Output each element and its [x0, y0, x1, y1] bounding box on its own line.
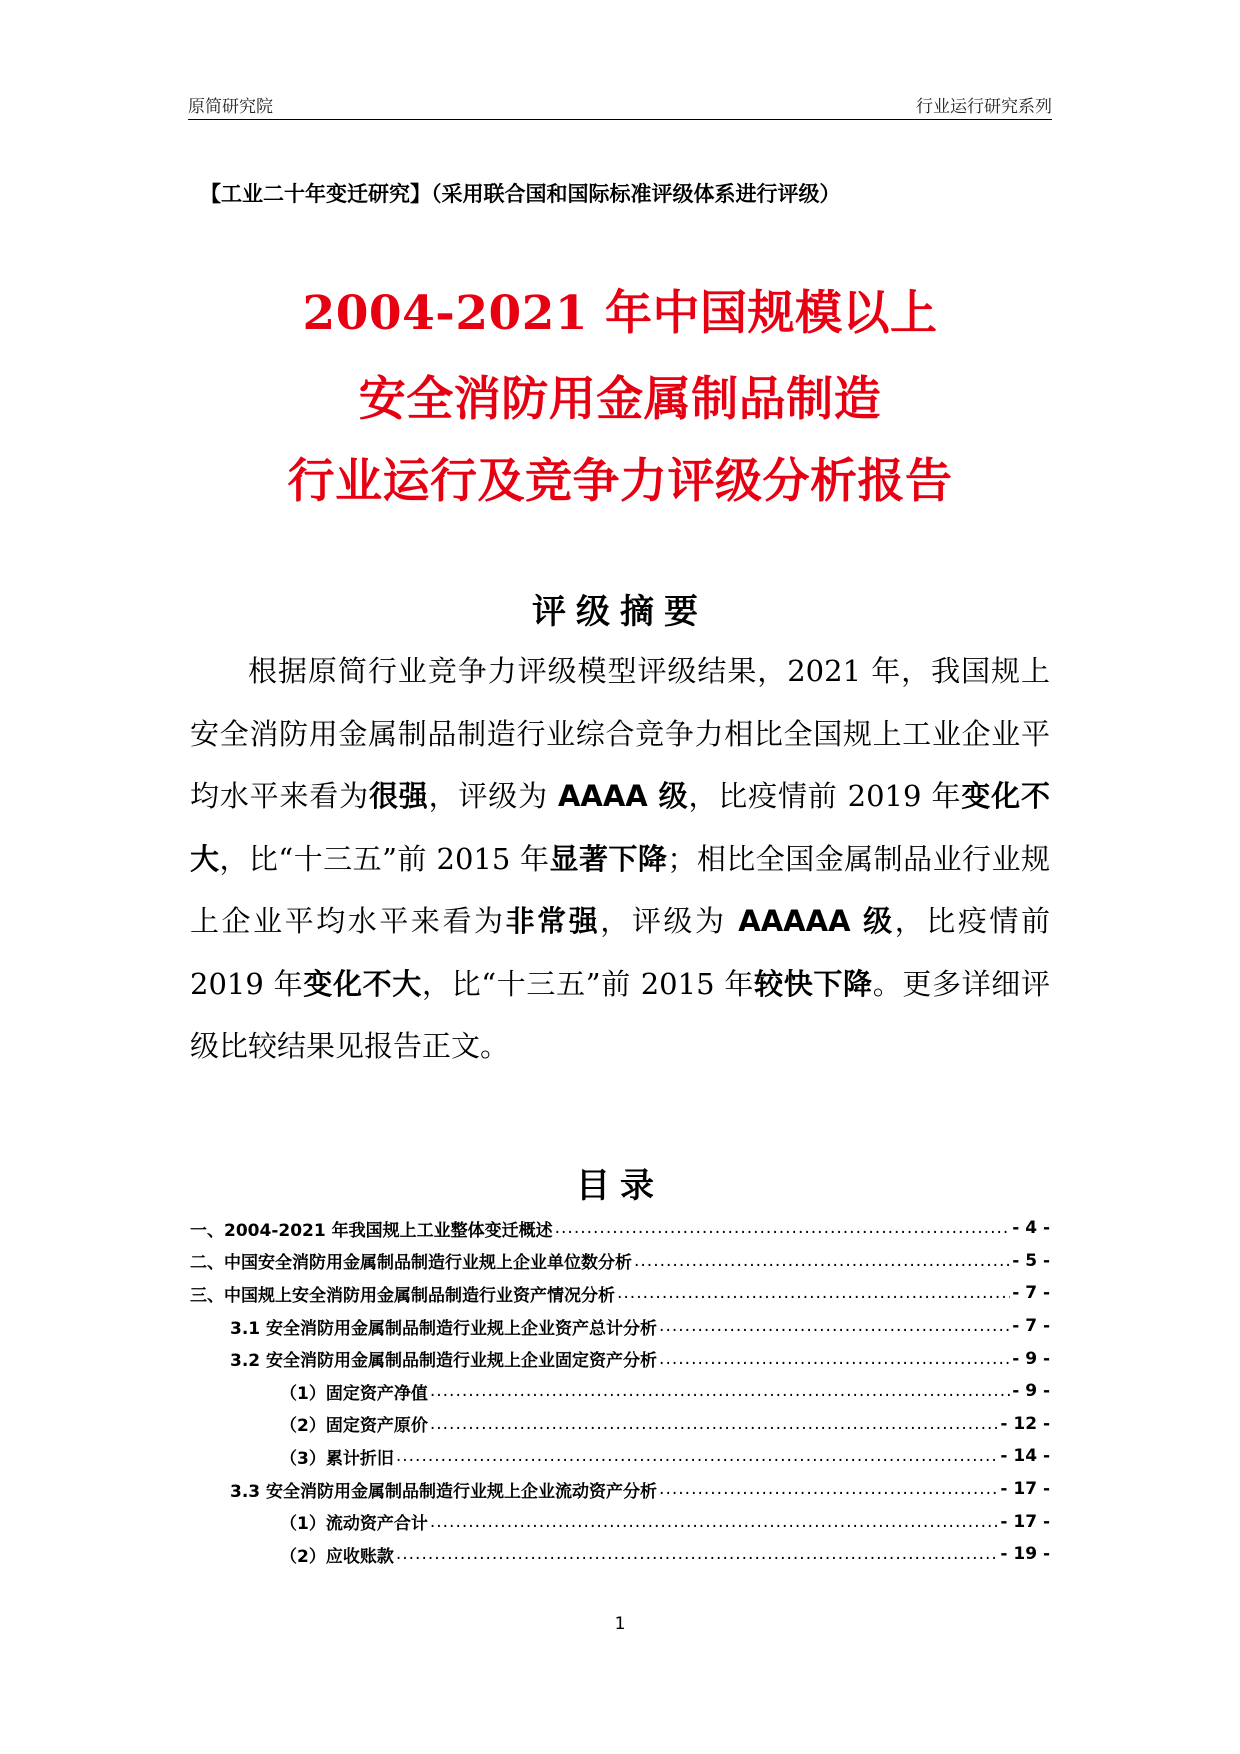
- abstract-emphasis: 较快下降: [754, 966, 873, 1001]
- toc-entry-page: - 9 -: [1012, 1381, 1050, 1402]
- report-title-line-2: 安全消防用金属制品制造: [358, 372, 882, 427]
- toc-entry-page: - 4 -: [1012, 1218, 1050, 1239]
- abstract-text: ，比疫情前 2019 年: [688, 779, 962, 813]
- abstract-text: ，评级为: [600, 904, 739, 938]
- toc-entry[interactable]: [190, 1245, 1050, 1278]
- toc-entry-label: 一、2004-2021 年我国规上工业整体变迁概述: [190, 1220, 553, 1241]
- toc-dot-leader: [659, 1479, 998, 1499]
- abstract-text: ，比“十三五”前 2015 年: [219, 841, 550, 876]
- abstract-text: ，比“十三五”前 2015 年: [421, 966, 755, 1001]
- toc-entry-label: 二、中国安全消防用金属制品制造行业规上企业单位数分析: [190, 1253, 632, 1274]
- toc-entry[interactable]: [190, 1310, 1050, 1343]
- toc-dot-leader: [430, 1512, 999, 1532]
- abstract-emphasis: 非常强: [505, 904, 601, 938]
- table-of-contents: [190, 1212, 1050, 1571]
- abstract-heading: 评级摘要: [532, 592, 708, 632]
- abstract-text: ，评级为: [428, 779, 558, 813]
- toc-dot-leader: [430, 1381, 1010, 1401]
- toc-entry-page: - 17 -: [1000, 1511, 1050, 1532]
- series-line: 【工业二十年变迁研究】（采用联合国和国际标准评级体系进行评级）: [200, 182, 841, 206]
- toc-entry[interactable]: [190, 1342, 1050, 1375]
- toc-entry[interactable]: [190, 1440, 1050, 1473]
- toc-entry[interactable]: [190, 1538, 1050, 1571]
- toc-entry-label: 3.2 安全消防用金属制品制造行业规上企业固定资产分析: [230, 1351, 658, 1372]
- header-divider: [188, 119, 1052, 120]
- header-org-name: 原简研究院: [188, 97, 273, 117]
- header-series-name: 行业运行研究系列: [916, 97, 1052, 117]
- toc-entry[interactable]: [190, 1375, 1050, 1408]
- toc-dot-leader: [555, 1218, 1011, 1238]
- toc-entry-label: 3.3 安全消防用金属制品制造行业规上企业流动资产分析: [230, 1481, 658, 1502]
- abstract-emphasis: 显著下降: [549, 841, 668, 876]
- report-title-line-1: 2004-2021 年中国规模以上: [302, 286, 938, 341]
- abstract-text: 。更多详细评级比较结果见报告正文。: [190, 966, 1050, 1063]
- toc-entry-page: - 17 -: [1000, 1479, 1050, 1500]
- toc-entry-label: （2）应收账款: [280, 1546, 394, 1567]
- toc-entry[interactable]: [190, 1505, 1050, 1538]
- toc-entry-page: - 12 -: [1000, 1413, 1050, 1434]
- toc-dot-leader: [396, 1446, 999, 1466]
- toc-dot-leader: [617, 1283, 1010, 1303]
- toc-entry-page: - 9 -: [1012, 1348, 1050, 1369]
- toc-entry-label: （1）流动资产合计: [280, 1514, 428, 1535]
- toc-heading: 目录: [576, 1166, 664, 1206]
- toc-entry-page: - 7 -: [1012, 1316, 1050, 1337]
- abstract-paragraph: [190, 640, 1050, 1078]
- toc-dot-leader: [396, 1544, 999, 1564]
- toc-entry[interactable]: [190, 1277, 1050, 1310]
- abstract-emphasis: 变化不大: [190, 779, 1050, 876]
- toc-dot-leader: [659, 1349, 1010, 1369]
- toc-entry-page: - 7 -: [1012, 1283, 1050, 1304]
- abstract-emphasis: AAAAA 级: [738, 904, 895, 938]
- abstract-emphasis: 很强: [368, 779, 429, 813]
- toc-dot-leader: [634, 1251, 1010, 1271]
- toc-dot-leader: [430, 1414, 999, 1434]
- toc-entry[interactable]: [190, 1408, 1050, 1441]
- toc-entry-label: 三、中国规上安全消防用金属制品制造行业资产情况分析: [190, 1285, 615, 1306]
- toc-entry-page: - 14 -: [1000, 1446, 1050, 1467]
- toc-entry[interactable]: [190, 1473, 1050, 1506]
- toc-dot-leader: [659, 1316, 1010, 1336]
- page-header: [188, 86, 1052, 118]
- abstract-text: ；相比全国金属制品业行业规上企业平均水平来看为: [190, 841, 1050, 938]
- abstract-text: ，比疫情前 2019 年: [190, 904, 1050, 1001]
- abstract-emphasis: AAAA 级: [557, 779, 689, 813]
- toc-entry-label: （1）固定资产净值: [280, 1383, 428, 1404]
- toc-entry[interactable]: [190, 1212, 1050, 1245]
- page-number: 1: [614, 1614, 626, 1634]
- toc-entry-page: - 5 -: [1012, 1250, 1050, 1271]
- toc-entry-page: - 19 -: [1000, 1544, 1050, 1565]
- abstract-text: 根据原简行业竞争力评级模型评级结果，2021 年，我国规上安全消防用金属制品制造行业综合竞争力相比全国规上工业企业平均水平来看为: [190, 654, 1050, 813]
- toc-entry-label: （3）累计折旧: [280, 1448, 394, 1469]
- abstract-emphasis: 变化不大: [303, 966, 422, 1001]
- toc-entry-label: 3.1 安全消防用金属制品制造行业规上企业资产总计分析: [230, 1318, 658, 1339]
- report-title-line-3: 行业运行及竞争力评级分析报告: [287, 454, 953, 509]
- toc-entry-label: （2）固定资产原价: [280, 1416, 428, 1437]
